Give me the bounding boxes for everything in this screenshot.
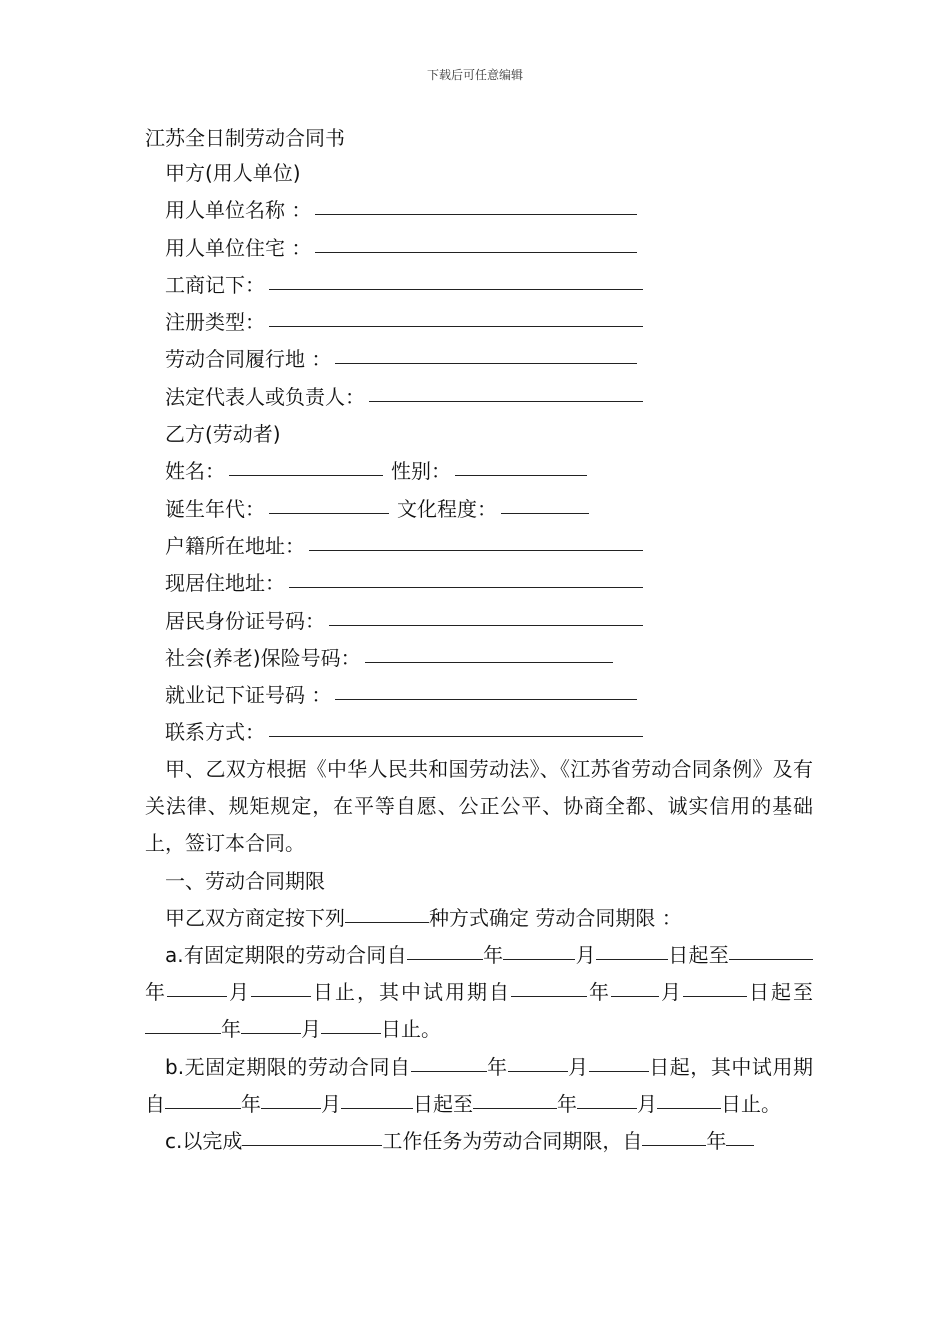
name-gender-field[interactable]: 姓名： 性别：: [165, 453, 655, 490]
item-b-trial-end-year-blank[interactable]: [473, 1107, 557, 1109]
hukou-address-blank[interactable]: [309, 549, 643, 551]
item-c-start-year-blank[interactable]: [642, 1144, 706, 1146]
item-a-trial-end-day-blank[interactable]: [321, 1032, 381, 1034]
insurance-number-blank[interactable]: [365, 661, 613, 663]
item-c-paragraph: c.以完成 工作任务为劳动合同期限，自 年: [145, 1123, 813, 1160]
birth-date-blank[interactable]: [269, 512, 389, 514]
item-b-trial-end-month-blank[interactable]: [577, 1107, 637, 1109]
party-fields: [165, 155, 655, 752]
registration-type-field[interactable]: 注册类型：: [165, 304, 655, 341]
item-a-trial-end-year-blank[interactable]: [145, 1032, 221, 1034]
employer-address-blank[interactable]: [315, 251, 637, 253]
worker-name-blank[interactable]: [229, 474, 383, 476]
item-a-start-year-blank[interactable]: [407, 958, 483, 960]
item-b-trial-end-day-blank[interactable]: [657, 1107, 721, 1109]
document-title: 江苏全日制劳动合同书: [145, 126, 345, 150]
page-header: 下载后可任意编辑: [426, 68, 523, 82]
id-number-field[interactable]: 居民身份证号码：: [165, 603, 655, 640]
item-a-end-month-blank[interactable]: [167, 995, 227, 997]
business-registration-field[interactable]: 工商记下：: [165, 267, 655, 304]
contract-place-blank[interactable]: [335, 362, 637, 364]
contract-place-field[interactable]: 劳动合同履行地 ：: [165, 341, 655, 378]
party-a-heading: 甲方(用人单位): [165, 161, 301, 185]
employer-name-blank[interactable]: [315, 213, 637, 215]
item-a-trial-end-month-blank[interactable]: [241, 1032, 301, 1034]
insurance-number-field[interactable]: 社会(养老)保险号码：: [165, 640, 655, 677]
residence-address-blank[interactable]: [289, 586, 643, 588]
item-b-trial-start-year-blank[interactable]: [165, 1107, 241, 1109]
employment-number-blank[interactable]: [335, 698, 637, 700]
registration-type-blank[interactable]: [269, 325, 643, 327]
item-b-start-year-blank[interactable]: [411, 1070, 487, 1072]
education-blank[interactable]: [501, 512, 589, 514]
section-1-heading: 一、劳动合同期限: [165, 868, 325, 893]
party-b-heading: 乙方(劳动者): [165, 422, 281, 447]
residence-address-field[interactable]: 现居住地址：: [165, 565, 655, 602]
section-1-intro: 甲乙双方商定按下列 种方式确定 劳动合同期限 ：: [165, 905, 682, 930]
intro-paragraph: 甲、乙双方根据《中华人民共和国劳动法》、《江苏省劳动合同条例》及有关法律、规矩规定，在平等自愿、公正公平、协商全都、诚实信用的基础上，签订本合同。: [145, 757, 813, 856]
item-b-paragraph: b.无固定期限的劳动合同自 年 月 日起，其中试用期自 年 月 日起至 年 月 日止。: [145, 1054, 813, 1116]
id-number-blank[interactable]: [329, 624, 643, 626]
gender-blank[interactable]: [455, 474, 587, 476]
item-b-trial-start-day-blank[interactable]: [341, 1107, 413, 1109]
legal-representative-field[interactable]: 法定代表人或负责人：: [165, 379, 655, 416]
item-b-trial-start-month-blank[interactable]: [261, 1107, 321, 1109]
method-blank[interactable]: [345, 921, 429, 923]
item-b-start-month-blank[interactable]: [508, 1070, 568, 1072]
item-c-task-blank[interactable]: [242, 1144, 382, 1146]
employment-number-field[interactable]: 就业记下证号码 ：: [165, 677, 655, 714]
business-registration-blank[interactable]: [269, 288, 643, 290]
item-a-start-day-blank[interactable]: [596, 958, 668, 960]
hukou-address-field[interactable]: 户籍所在地址：: [165, 528, 655, 565]
item-a-paragraph: a.有固定期限的劳动合同自 年 月 日起至年 月 日止，其中试用期自 年 月 日起至年 月 日止。: [145, 943, 813, 1042]
item-a-end-year-blank[interactable]: [729, 958, 813, 960]
item-b-start-day-blank[interactable]: [589, 1070, 649, 1072]
legal-representative-blank[interactable]: [369, 400, 643, 402]
contract-body: [145, 751, 813, 1160]
item-a-trial-start-month-blank[interactable]: [611, 995, 659, 997]
item-a-trial-start-year-blank[interactable]: [511, 995, 587, 997]
birth-education-field[interactable]: 诞生年代： 文化程度：: [165, 491, 655, 528]
item-c-start-month-blank[interactable]: [726, 1144, 754, 1146]
item-a-end-day-blank[interactable]: [251, 995, 311, 997]
contact-field[interactable]: 联系方式：: [165, 714, 655, 751]
item-a-trial-start-day-blank[interactable]: [683, 995, 747, 997]
employer-address-field[interactable]: 用人单位住宅 ：: [165, 230, 655, 267]
contact-blank[interactable]: [269, 735, 643, 737]
item-a-start-month-blank[interactable]: [503, 958, 575, 960]
employer-name-field[interactable]: 用人单位名称 ：: [165, 192, 655, 229]
